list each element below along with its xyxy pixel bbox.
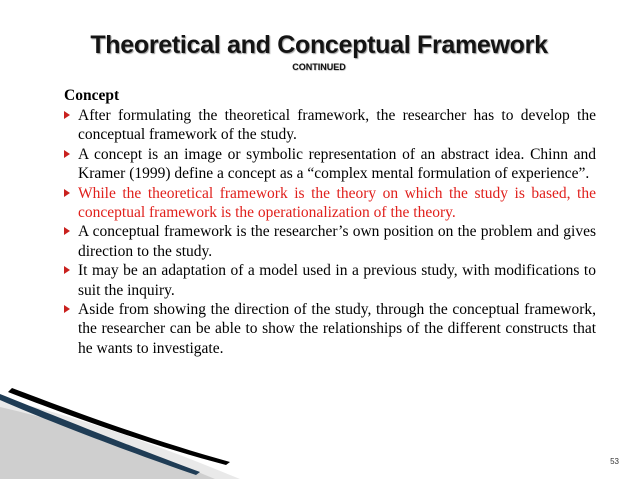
triangle-bullet-icon [64,305,70,313]
slide-title: Theoretical and Conceptual Framework [90,31,548,59]
bullet-text: Aside from showing the direction of the study, through the conceptual framework, the researcher can be able to show the relationships of the different constructs that he wants to investigate. [78,301,596,357]
triangle-bullet-icon [64,189,70,197]
bullet-item [64,106,596,145]
bullet-text: After formulating the theoretical framework, the researcher has to develop the conceptual framework of the study. [78,107,596,144]
bullet-item [64,145,596,184]
page-number: 53 [610,457,619,466]
decorative-swoosh [0,380,638,479]
triangle-bullet-icon [64,227,70,235]
bullet-item-highlighted [64,184,596,223]
bullet-item [64,300,596,358]
bullet-item [64,222,596,261]
section-heading: Concept [64,87,120,104]
bullet-item [64,261,596,300]
bullet-text: A concept is an image or symbolic representation of an abstract idea. Chinn and Kramer (1999) define a concept as a “complex mental formulation of experience”. [78,145,596,183]
bullet-list [64,106,596,358]
triangle-bullet-icon [64,111,70,119]
triangle-bullet-icon [64,266,70,274]
bullet-text: While the theoretical framework is the theory on which the study is based, the conceptual framework is the operationalization of the theory. [78,184,596,222]
bullet-text: It may be an adaptation of a model used in a previous study, with modifications to suit the inquiry. [78,262,596,299]
slide-content [64,86,596,358]
bullet-text: A conceptual framework is the researcher’s own position on the problem and gives direction to the study. [78,223,596,260]
triangle-bullet-icon [64,150,70,158]
slide-subtitle: CONTINUED [292,62,346,72]
